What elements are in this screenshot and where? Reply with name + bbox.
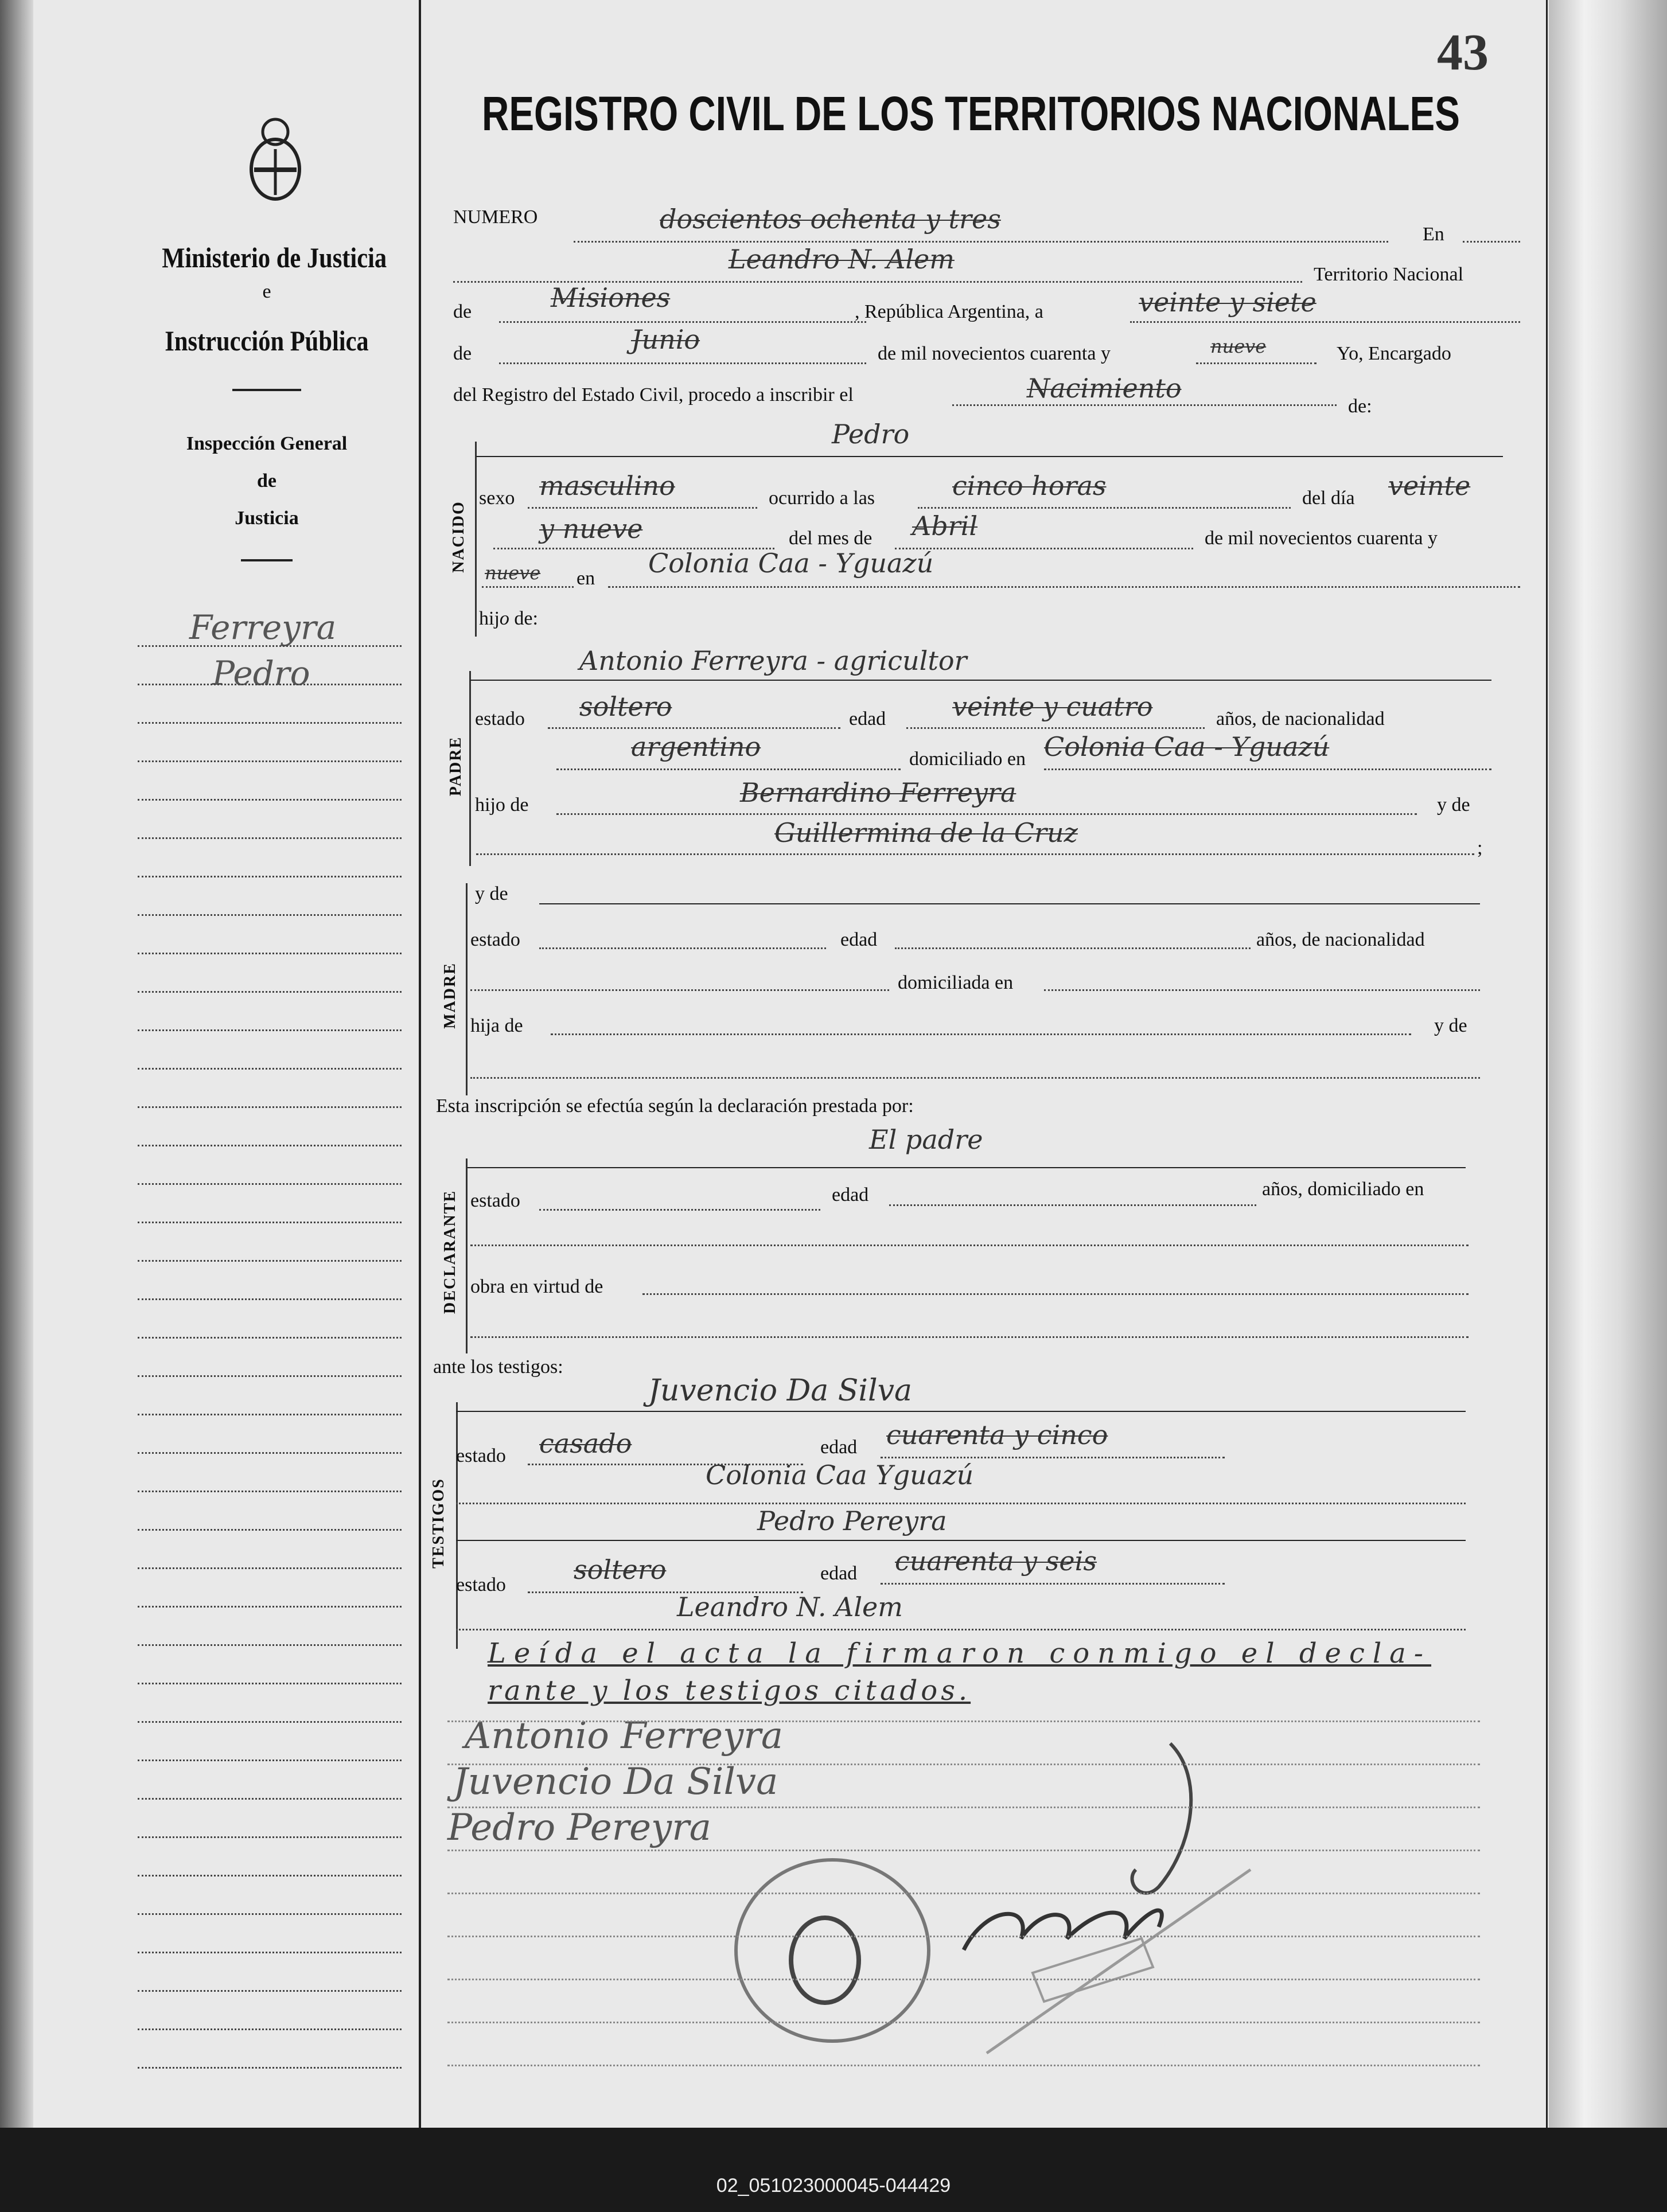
- dotted-line: [906, 727, 1205, 729]
- dotted-line: [1196, 362, 1317, 364]
- testigos-intro-label: ante los testigos:: [433, 1356, 563, 1378]
- madre-nacionalidad-label: años, de nacionalidad: [1256, 929, 1425, 950]
- declaracion-intro-label: Esta inscripción se efectúa según la declaración prestada por:: [436, 1095, 914, 1117]
- act-type-value: Nacimiento: [1027, 373, 1182, 404]
- sidebar-ruled-line: [138, 1337, 402, 1339]
- sidebar-ruled-line: [138, 722, 402, 724]
- sidebar-ruled-line: [138, 1760, 402, 1761]
- dotted-line: [642, 1293, 1469, 1295]
- w1-estado-label: estado: [456, 1445, 506, 1466]
- sidebar-ruled-line: [138, 1567, 402, 1569]
- registry-year-value: nueve: [1210, 335, 1267, 357]
- margin-note-name: Pedro: [212, 654, 310, 693]
- madre-y-de-label: y de: [475, 883, 508, 904]
- nacido-bracket: [475, 442, 477, 637]
- sidebar-ruled-line: [138, 1414, 402, 1415]
- declarante-edad-label: edad: [832, 1184, 869, 1206]
- padre-bracket: [469, 671, 471, 866]
- inspection-line2: de: [257, 470, 276, 491]
- nacido-year-label: de mil novecientos cuarenta y: [1205, 528, 1438, 549]
- name-underline: [456, 1540, 1466, 1541]
- book-spine: [0, 0, 33, 2128]
- en-label: En: [1423, 224, 1444, 245]
- dotted-line: [548, 727, 840, 729]
- witness2-estado-value: soltero: [574, 1554, 667, 1585]
- sidebar-ruled-line: [138, 1375, 402, 1377]
- child-name-value: Pedro: [832, 419, 910, 450]
- padre-estado-label: estado: [475, 708, 525, 729]
- declarante-domiciliado-label: años, domiciliado en: [1262, 1179, 1424, 1200]
- sidebar-ruled-line: [138, 1183, 402, 1185]
- testigos-section-label: TESTIGOS: [430, 1478, 447, 1569]
- witness2-domicilio-value: Leandro N. Alem: [677, 1591, 903, 1622]
- del-mes-label: del mes de: [789, 528, 873, 549]
- testigos-bracket: [456, 1402, 458, 1649]
- ministry-line1: Ministerio de Justicia: [162, 241, 387, 274]
- inspection-line3: Justicia: [235, 508, 299, 529]
- birth-year-value: nueve: [485, 562, 541, 584]
- dotted-line: [918, 507, 1291, 509]
- w2-edad-label: edad: [820, 1563, 858, 1584]
- dotted-line: [528, 507, 757, 509]
- dotted-line: [456, 1503, 1466, 1504]
- nacido-en-label: en: [577, 568, 595, 589]
- sidebar-ruled-line: [138, 1491, 402, 1492]
- madre-section-label: MADRE: [441, 962, 459, 1029]
- dotted-line: [895, 947, 1251, 949]
- form-ruled-line: [447, 1979, 1480, 1980]
- sidebar-ruled-line: [138, 1721, 402, 1723]
- sidebar-ruled-line: [138, 1529, 402, 1531]
- name-underline: [470, 680, 1491, 681]
- numero-value: doscientos ochenta y tres: [660, 204, 1001, 235]
- ministry-line2: Instrucción Pública: [165, 325, 369, 357]
- birth-month-value: Abril: [912, 510, 978, 541]
- dotted-line: [470, 989, 889, 991]
- image-identifier: 02_051023000045-044429: [716, 2175, 951, 2197]
- closing-note-line1: Leída el acta la firmaron conmigo el decla-: [488, 1637, 1432, 1669]
- witness1-edad-value: cuarenta y cinco: [886, 1419, 1108, 1450]
- declarante-bracket: [466, 1158, 468, 1353]
- dotted-line: [456, 1629, 1466, 1630]
- padre-domiciliado-label: domiciliado en: [909, 748, 1026, 770]
- ministry-conjunction: e: [262, 281, 271, 302]
- official-stamp-center: [789, 1915, 861, 2005]
- sexo-label: sexo: [479, 487, 515, 509]
- padre-nacionalidad-label: años, de nacionalidad: [1216, 708, 1385, 729]
- dotted-line: [551, 1033, 1411, 1035]
- dotted-line: [1044, 768, 1491, 770]
- registry-place-value: Leandro N. Alem: [729, 244, 955, 275]
- dotted-line: [499, 321, 866, 323]
- sidebar-ruled-line: [138, 953, 402, 954]
- witness2-edad-value: cuarenta y seis: [895, 1546, 1097, 1577]
- coat-of-arms-icon: [244, 115, 307, 201]
- dotted-line: [470, 1336, 1469, 1338]
- scan-footer-bar: [0, 2128, 1667, 2212]
- declarante-name-value: El padre: [869, 1124, 983, 1155]
- form-ruled-line: [447, 1721, 1480, 1722]
- inspection-line1: Inspección General: [186, 433, 348, 454]
- sidebar-divider: [241, 559, 293, 561]
- name-underline: [468, 1167, 1466, 1168]
- registro-label: del Registro del Estado Civil, procedo a inscribir el: [453, 384, 854, 405]
- dotted-line: [476, 853, 1474, 855]
- yo-encargado-label: Yo, Encargado: [1337, 343, 1451, 364]
- sidebar-ruled-line: [138, 1145, 402, 1146]
- sidebar-ruled-line: [138, 1106, 402, 1108]
- year-label: de mil novecientos cuarenta y: [878, 343, 1111, 364]
- sidebar-ruled-line: [138, 1452, 402, 1454]
- sidebar-ruled-line: [138, 1606, 402, 1608]
- dotted-line: [470, 1245, 1469, 1246]
- dotted-line: [1463, 241, 1520, 243]
- father-edad-value: veinte y cuatro: [952, 691, 1153, 722]
- dotted-line: [499, 362, 866, 364]
- sidebar-ruled-line: [138, 1836, 402, 1838]
- paternal-grandmother-value: Guillermina de la Cruz: [774, 817, 1078, 848]
- sidebar-ruled-line: [138, 1683, 402, 1684]
- padre-section-label: PADRE: [447, 736, 465, 797]
- signature-father: Antonio Ferreyra: [465, 1715, 783, 1757]
- dotted-line: [952, 404, 1337, 406]
- sidebar-ruled-line: [138, 876, 402, 877]
- sidebar-ruled-line: [138, 837, 402, 839]
- registrar-signature-mark: [952, 1732, 1262, 2076]
- witness1-estado-value: casado: [539, 1428, 632, 1459]
- form-ruled-line: [447, 1807, 1480, 1808]
- sidebar-ruled-line: [138, 645, 402, 647]
- madre-bracket: [466, 883, 468, 1095]
- page-title: REGISTRO CIVIL DE LOS TERRITORIOS NACIONALES: [482, 87, 1460, 141]
- birth-place-value: Colonia Caa - Yguazú: [648, 548, 934, 579]
- witness1-domicilio-value: Colonia Caa Yguazú: [706, 1460, 974, 1491]
- madre-estado-label: estado: [470, 929, 520, 950]
- sidebar-ruled-line: [138, 2067, 402, 2069]
- sidebar-ruled-line: [138, 1952, 402, 1953]
- declarante-section-label: DECLARANTE: [441, 1189, 459, 1314]
- form-ruled-line: [447, 2022, 1480, 2023]
- dotted-line: [608, 586, 1520, 588]
- sidebar-divider: [232, 389, 301, 391]
- closing-note-line2: rante y los testigos citados.: [488, 1675, 971, 1707]
- form-ruled-line: [447, 1764, 1480, 1765]
- madre-edad-label: edad: [840, 929, 878, 950]
- padre-semicolon: ;: [1477, 837, 1483, 859]
- father-nacionalidad-value: argentino: [631, 731, 761, 762]
- sidebar-ruled-line: [138, 1029, 402, 1031]
- declarante-obra-label: obra en virtud de: [470, 1276, 603, 1297]
- de2-label: de: [453, 343, 472, 364]
- sidebar-ruled-line: [138, 914, 402, 916]
- sidebar-ruled-line: [138, 799, 402, 801]
- hijo-label: hijo de:: [479, 608, 538, 629]
- paternal-grandfather-value: Bernardino Ferreyra: [740, 777, 1016, 808]
- father-name-value: Antonio Ferreyra - agricultor: [579, 645, 967, 676]
- de3-label: de:: [1348, 396, 1372, 417]
- dotted-line: [574, 241, 1388, 243]
- page-right-border: [1546, 0, 1548, 2128]
- padre-y-de-label: y de: [1437, 794, 1470, 816]
- territorio-label: Territorio Nacional: [1314, 264, 1464, 285]
- sidebar-ruled-line: [138, 1260, 402, 1262]
- sidebar-ruled-line: [138, 1875, 402, 1877]
- dotted-line: [881, 1457, 1225, 1458]
- sidebar-ruled-line: [138, 1068, 402, 1070]
- declarante-estado-label: estado: [470, 1190, 520, 1211]
- birth-day-value-b: y nueve: [539, 513, 643, 544]
- dotted-line: [539, 947, 826, 949]
- republica-label: , República Argentina, a: [855, 301, 1043, 322]
- numero-label: NUMERO: [453, 206, 538, 228]
- territory-value: Misiones: [551, 282, 671, 313]
- name-underline: [476, 456, 1503, 457]
- sidebar-ruled-line: [138, 684, 402, 685]
- ocurrido-label: ocurrido a las: [769, 487, 875, 509]
- madre-hija-de-label: hija de: [470, 1015, 523, 1036]
- page-stack-edge: [1549, 0, 1667, 2128]
- dotted-line: [881, 1583, 1225, 1585]
- father-estado-value: soltero: [579, 691, 672, 722]
- w2-estado-label: estado: [456, 1574, 506, 1595]
- sidebar-ruled-line: [138, 760, 402, 762]
- madre-y-de2-label: y de: [1434, 1015, 1467, 1036]
- sidebar-ruled-line: [138, 1298, 402, 1300]
- signature-witness2: Pedro Pereyra: [447, 1807, 711, 1849]
- name-underline: [539, 903, 1480, 904]
- w1-edad-label: edad: [820, 1437, 858, 1458]
- form-ruled-line: [447, 1850, 1480, 1851]
- witness1-name-value: Juvencio Da Silva: [648, 1374, 913, 1408]
- dotted-line: [556, 813, 1417, 815]
- birth-day-value-a: veinte: [1388, 470, 1471, 501]
- de-label: de: [453, 301, 472, 322]
- dotted-line: [539, 1209, 820, 1211]
- dotted-line: [482, 586, 574, 588]
- form-ruled-line: [447, 1936, 1480, 1937]
- madre-domiciliada-label: domiciliada en: [898, 972, 1014, 993]
- signature-witness1: Juvencio Da Silva: [453, 1761, 778, 1803]
- hijo-suffix: o: [499, 608, 509, 629]
- dotted-line: [1044, 989, 1480, 991]
- form-ruled-line: [447, 1893, 1480, 1894]
- sidebar-ruled-line: [138, 2028, 402, 2030]
- father-domicilio-value: Colonia Caa - Yguazú: [1044, 731, 1330, 762]
- dotted-line: [556, 768, 901, 770]
- registry-month-value: Junio: [631, 324, 700, 355]
- dotted-line: [1130, 321, 1520, 323]
- birth-hour-value: cinco horas: [952, 470, 1107, 501]
- witness2-name-value: Pedro Pereyra: [757, 1505, 947, 1536]
- sidebar-ruled-line: [138, 1222, 402, 1223]
- page-number: 43: [1437, 24, 1489, 81]
- sidebar-ruled-line: [138, 1990, 402, 1992]
- dotted-line: [470, 1077, 1480, 1079]
- dotted-line: [895, 548, 1193, 549]
- padre-hijo-de-label: hijo de: [475, 794, 529, 816]
- sidebar-ruled-line: [138, 1798, 402, 1800]
- column-divider: [419, 0, 421, 2128]
- padre-edad-label: edad: [849, 708, 886, 729]
- del-dia-label: del día: [1302, 487, 1355, 509]
- nacido-section-label: NACIDO: [450, 501, 468, 573]
- sexo-value: masculino: [539, 470, 675, 501]
- form-ruled-line: [447, 2065, 1480, 2066]
- name-underline: [456, 1411, 1466, 1412]
- dotted-line: [889, 1204, 1256, 1206]
- sidebar-ruled-line: [138, 991, 402, 993]
- sidebar-ruled-line: [138, 1913, 402, 1915]
- sidebar-ruled-line: [138, 1644, 402, 1646]
- margin-note-surname: Ferreyra: [189, 608, 337, 647]
- registry-day-value: veinte y siete: [1139, 287, 1317, 318]
